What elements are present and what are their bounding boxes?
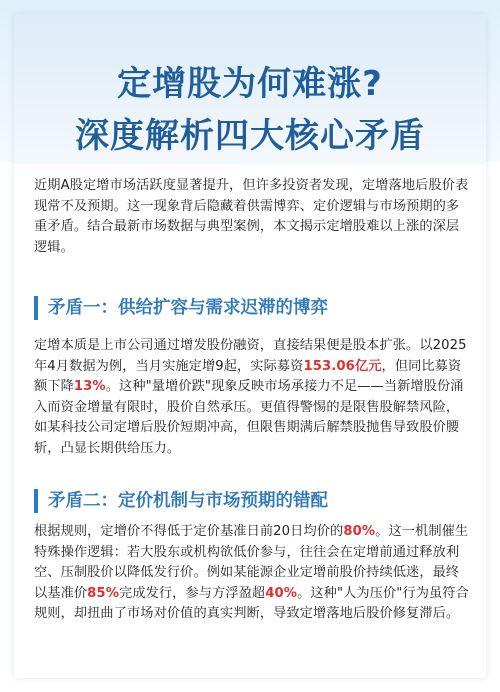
intro-paragraph: 近期A股定增市场活跃度显著提升，但许多投资者发现，定增落地后股价表现常不及预期。这一现象背后隐藏着供需博弈、定价逻辑与市场预期的多重矛盾。结合最新市场数据与典型案例，本文揭示定增股难以上涨的深层逻辑。 xyxy=(34,178,469,255)
section1-highlight-percent: 13% xyxy=(73,379,106,395)
section2-text-3: 完成发行，参与方浮盈超 xyxy=(119,585,266,601)
section1-highlight-amount: 153.06亿元 xyxy=(303,358,382,374)
page-title-line1: 定增股为何难涨? xyxy=(117,64,383,104)
section1-paragraph xyxy=(34,336,470,460)
section1-heading: 矛盾一：供给扩容与需求迟滞的博弈 xyxy=(34,296,470,320)
section2-text-2: 。这一机制催生特殊操作逻辑：若大股东或机构欲低价参与，往往会在定增前通过释放利空、压制股价以降低发行价。例如某能源企业定增前股价持续低迷，最终以基准价 xyxy=(34,524,469,601)
article-card xyxy=(14,14,486,678)
section1-text-3: 。这种"量增价跌"现象反映市场承接力不足——当新增股份涌入而资金增量有限时，股价自然承压。更值得警惕的是限售股解禁风险，如某科技公司定增后股价短期冲高，但限售期满后解禁股抛售导致股价腰斩，凸显长期供给压力。 xyxy=(34,379,464,456)
section2-text-1: 根据规则，定增价不得低于定价基准日前20日均价的 xyxy=(34,524,344,539)
section2-paragraph xyxy=(34,522,470,625)
section2-highlight-80: 80% xyxy=(343,524,376,539)
section1-text-1: 定增本质是上市公司通过增发股份融资，直接结果便是股本扩张。以2025年4月数据为例，当月实施定增9起，实际募资 xyxy=(34,338,467,374)
page-title-line2: 深度解析四大核心矛盾 xyxy=(75,116,425,156)
section2-highlight-40: 40% xyxy=(265,585,298,601)
section2-heading: 矛盾二：定价机制与市场预期的错配 xyxy=(34,489,470,513)
section2-highlight-85: 85% xyxy=(87,585,120,601)
section1-text-2: ，但同比募资额下降 xyxy=(34,358,462,395)
section2-text-4: 。这种"人为压价"行为虽符合规则，却扭曲了市场对价值的真实判断，导致定增落地后股价修复滞后。 xyxy=(34,585,469,622)
